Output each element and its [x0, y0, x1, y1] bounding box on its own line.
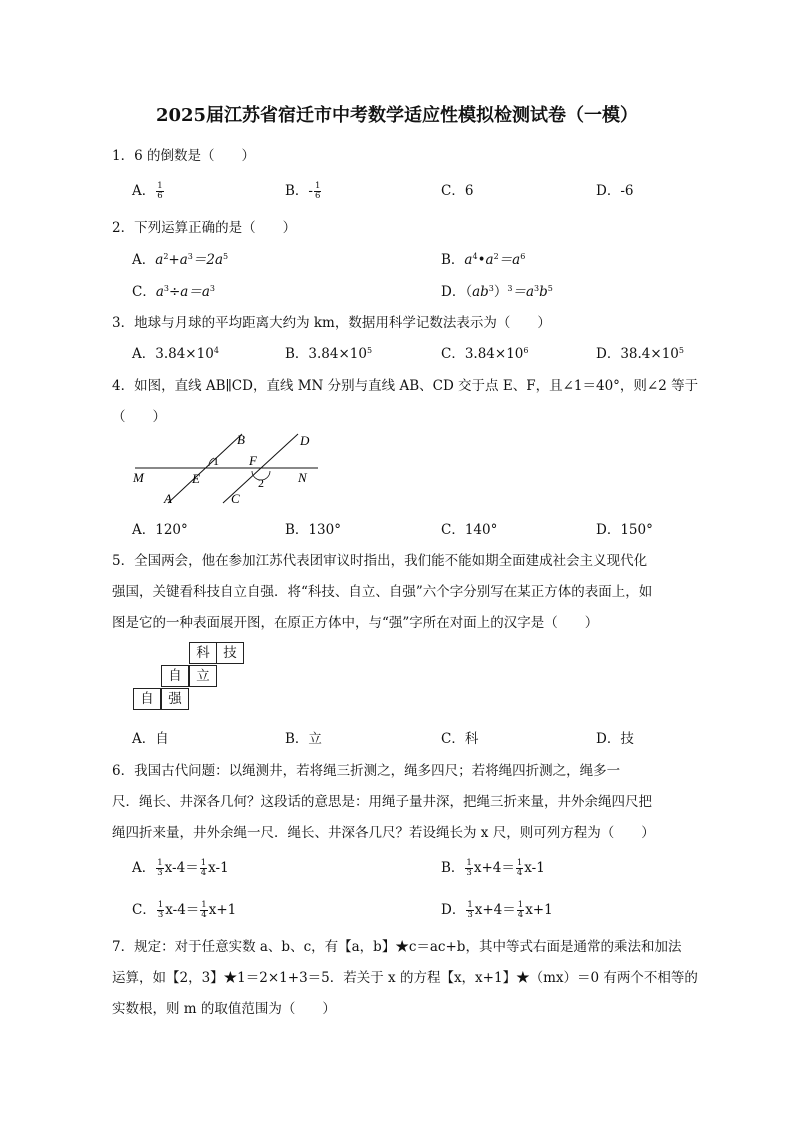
- denominator: 3: [157, 868, 163, 878]
- q2-c-exp: 3: [163, 284, 169, 293]
- label-n: N: [298, 470, 307, 485]
- q3-b-exp: 5: [366, 346, 373, 355]
- q2-b-exp: 6: [520, 252, 526, 261]
- parallel-lines-figure: [130, 430, 330, 510]
- label-m: M: [133, 470, 144, 485]
- q5-option-c: C．科: [441, 731, 479, 747]
- q4-option-d: D．150°: [596, 522, 653, 538]
- q1-option-b: [285, 179, 322, 201]
- q3-c-text: C．3.84×10: [441, 346, 524, 362]
- q5-option-b: B．立: [285, 731, 322, 747]
- denominator: 3: [466, 868, 472, 878]
- fraction-one-fourth: [200, 859, 207, 878]
- q2-option-a: [132, 248, 228, 268]
- denominator: 4: [200, 868, 207, 878]
- q6-a-end: x-1: [208, 860, 229, 876]
- q4-option-b: B．130°: [285, 522, 341, 538]
- q1-b-denominator: 6: [314, 191, 321, 201]
- q6-b-end: x-1: [524, 860, 545, 876]
- numerator: 1: [157, 858, 163, 868]
- q2-d-exp: 3: [488, 284, 494, 293]
- numerator: 1: [157, 900, 164, 910]
- q3-d-text: D．38.4×10: [596, 346, 679, 362]
- q6-c-label: C．: [132, 902, 156, 918]
- denominator: 4: [201, 910, 207, 920]
- question-5-line-2: 强国，关键看科技自立自强．将“科技、自立、自强”六个字分别写在某正方体的表面上，如: [112, 584, 653, 600]
- question-3-stem: 3．地球与月球的平均距离大约为 km，数据用科学记数法表示为（ ）: [112, 315, 551, 331]
- question-6-line-3: 绳四折来量，井外余绳一尺．绳长、井深各几尺？若设绳长为 x 尺，则可列方程为（ ）: [112, 825, 655, 841]
- q1-option-b-label: B．-: [285, 183, 313, 199]
- q1-option-a-fraction: [156, 182, 163, 201]
- q2-d-exp: 3: [507, 284, 513, 293]
- q2-option-c: [132, 280, 215, 300]
- q6-c-mid: x-4＝: [165, 902, 200, 918]
- q2-a-part: ＝2a: [192, 252, 224, 268]
- q4-option-c: C．140°: [441, 522, 498, 538]
- q3-a-text: A．3.84×10: [132, 346, 214, 362]
- q2-a-exp: 5: [223, 252, 229, 261]
- q3-option-b: [285, 342, 372, 362]
- fraction-one-fourth: [517, 901, 524, 920]
- page-title: 2025届江苏省宿迁市中考数学适应性模拟检测试卷（一模）: [155, 105, 639, 126]
- q3-a-exp: 4: [213, 346, 219, 355]
- net-cell-qiang: 强: [161, 688, 189, 710]
- q2-d-part: b: [539, 284, 548, 300]
- denominator: 4: [516, 868, 523, 878]
- fraction-one-third: [156, 859, 163, 878]
- q2-c-part: a: [155, 284, 164, 300]
- fraction-one-third: [465, 859, 472, 878]
- q2-c-exp: 3: [209, 284, 216, 293]
- q3-option-d: [596, 342, 684, 362]
- question-6-line-2: 尺．绳长、井深各几何？这段话的意思是：用绳子量井深，把绳三折来量，井外余绳四尺把: [112, 794, 652, 810]
- q2-c-label: C．: [132, 284, 156, 300]
- q2-d-part: ）: [493, 284, 508, 300]
- q2-a-exp: 3: [187, 252, 193, 261]
- q2-a-part: +a: [168, 252, 188, 268]
- q5-option-d: D．技: [596, 731, 634, 747]
- label-e: E: [192, 471, 200, 486]
- q1-option-b-fraction: [314, 182, 321, 201]
- q5-option-a: A．自: [132, 731, 169, 747]
- label-a: A: [164, 491, 172, 506]
- q1-a-denominator: 6: [157, 191, 163, 201]
- q2-b-part: •a: [477, 252, 494, 268]
- numerator: 1: [517, 900, 524, 910]
- question-5-line-1: 5．全国两会，他在参加江苏代表团审议时指出，我们能不能如期全面建成社会主义现代化: [112, 553, 648, 569]
- fraction-one-third: [157, 901, 164, 920]
- label-f: F: [249, 453, 257, 468]
- q2-c-part: ÷a＝a: [169, 284, 210, 300]
- question-4-stem-cont: （ ）: [112, 409, 166, 425]
- question-4-stem: 4．如图，直线 AB∥CD，直线 MN 分别与直线 AB、CD 交于点 E、F，且∠1＝40°，则∠2 等于: [112, 378, 699, 394]
- label-angle-1: 1: [213, 454, 219, 468]
- cube-net-figure: [133, 642, 248, 714]
- q6-option-a: [132, 856, 229, 878]
- q2-b-part: ＝a: [498, 252, 521, 268]
- q6-option-d: [441, 898, 553, 920]
- q2-b-exp: 2: [493, 252, 499, 261]
- question-6-line-1: 6．我国古代问题：以绳测井，若将绳三折测之，绳多四尺；若将绳四折测之，绳多一: [112, 763, 621, 779]
- q1-option-a-label: A．: [132, 183, 156, 199]
- numerator: 1: [467, 900, 473, 910]
- denominator: 4: [517, 910, 524, 920]
- q3-option-c: [441, 342, 528, 362]
- net-cell-zi-2: 自: [133, 688, 161, 710]
- q2-d-exp: 3: [534, 284, 540, 293]
- q6-d-end: x+1: [525, 902, 553, 918]
- q6-c-end: x+1: [208, 902, 237, 918]
- fraction-one-fourth: [516, 859, 523, 878]
- q2-b-exp: 4: [472, 252, 478, 261]
- q6-a-mid: x-4＝: [164, 860, 199, 876]
- numerator: 1: [200, 858, 207, 868]
- q2-option-b: [441, 248, 525, 268]
- q6-option-b: [441, 856, 545, 878]
- q6-a-label: A．: [132, 860, 156, 876]
- label-angle-2: 2: [258, 476, 264, 490]
- net-cell-ke: 科: [189, 642, 217, 664]
- q6-d-mid: x+4＝: [474, 902, 516, 918]
- q1-b-numerator: 1: [314, 181, 321, 191]
- q2-option-d: [441, 280, 553, 300]
- q2-d-part: ab: [472, 284, 489, 300]
- numerator: 1: [516, 858, 523, 868]
- q1-a-numerator: 1: [157, 181, 163, 191]
- question-5-line-3: 图是它的一种表面展开图，在原正方体中，与“强”字所在对面上的汉字是（ ）: [112, 615, 599, 631]
- denominator: 3: [157, 910, 164, 920]
- q1-option-c: C．6: [441, 183, 474, 199]
- numerator: 1: [201, 900, 207, 910]
- q4-option-a: A．120°: [132, 522, 188, 538]
- denominator: 3: [467, 910, 473, 920]
- q1-option-d: D．-6: [596, 183, 634, 199]
- label-c: C: [231, 491, 240, 506]
- net-cell-li: 立: [189, 665, 217, 687]
- q2-a-part: a: [155, 252, 164, 268]
- label-b: B: [237, 432, 245, 447]
- question-7-line-3: 实数根，则 m 的取值范围为（ ）: [112, 1001, 336, 1017]
- q2-d-label: D．（: [441, 284, 473, 300]
- label-d: D: [300, 433, 310, 448]
- q2-b-part: a: [464, 252, 473, 268]
- q3-c-exp: 6: [523, 346, 529, 355]
- q6-option-c: [132, 898, 236, 920]
- fraction-one-third: [466, 901, 473, 920]
- net-cell-ji: 技: [216, 642, 244, 664]
- q6-b-label: B．: [441, 860, 465, 876]
- q2-d-part: ＝a: [512, 284, 535, 300]
- q3-b-text: B．3.84×10: [285, 346, 367, 362]
- question-7-line-2: 运算，如【2，3】★1＝2×1+3＝5．若关于 x 的方程【x，x+1】★（mx）＝0 有两个不相等的: [112, 970, 698, 986]
- question-1-stem: 1．6 的倒数是（ ）: [112, 148, 255, 164]
- q2-a-label: A．: [132, 252, 156, 268]
- question-2-stem: 2．下列运算正确的是（ ）: [112, 220, 297, 236]
- q3-d-exp: 5: [678, 346, 684, 355]
- q2-a-exp: 2: [163, 252, 169, 261]
- q2-b-label: B．: [441, 252, 465, 268]
- q6-b-mid: x+4＝: [473, 860, 515, 876]
- fraction-one-fourth: [200, 901, 207, 920]
- numerator: 1: [466, 858, 472, 868]
- q2-d-exp: 5: [547, 284, 553, 293]
- question-7-line-1: 7．规定：对于任意实数 a、b、c，有【a，b】★c＝ac+b，其中等式右面是通常的乘法和加法: [112, 939, 682, 955]
- net-cell-zi-1: 自: [161, 665, 189, 687]
- q6-d-label: D．: [441, 902, 466, 918]
- q1-option-a: [132, 179, 165, 201]
- q3-option-a: [132, 342, 219, 362]
